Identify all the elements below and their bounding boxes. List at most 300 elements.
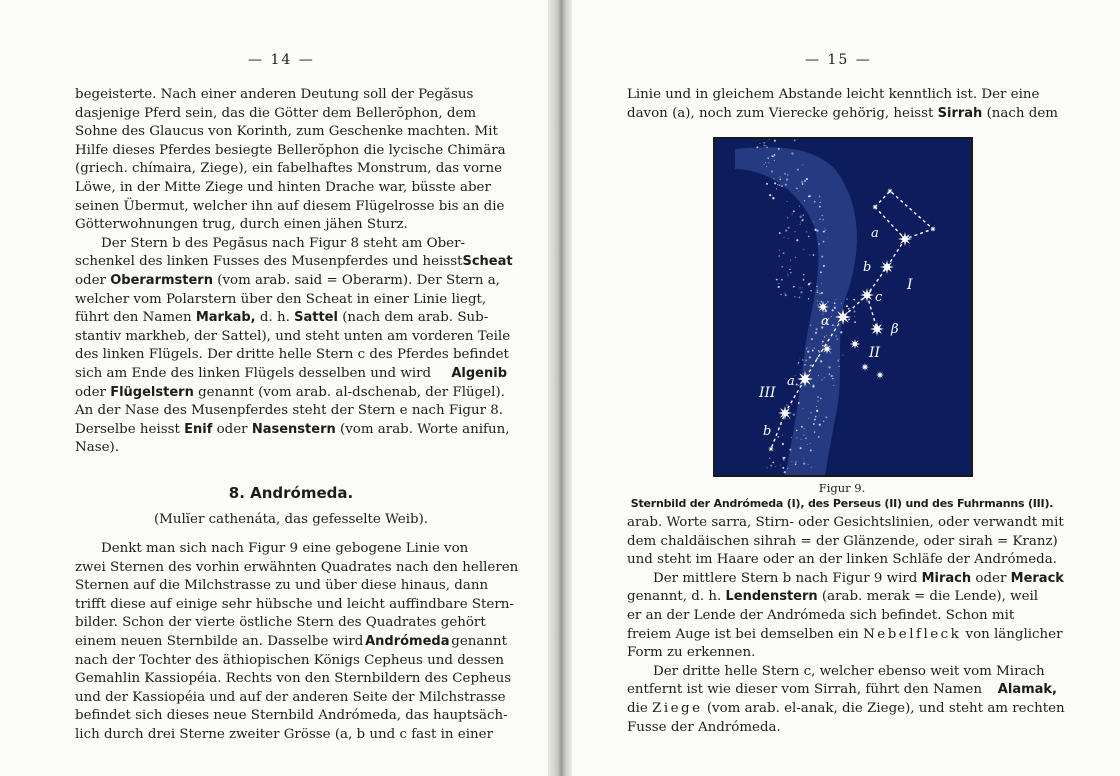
background-star (819, 196, 821, 198)
background-star (779, 184, 781, 186)
background-star (818, 243, 820, 245)
background-star (791, 461, 792, 462)
background-star (829, 373, 831, 375)
background-star (777, 184, 779, 186)
background-star (784, 471, 786, 473)
background-star (789, 449, 791, 451)
background-star (823, 421, 824, 422)
background-star (774, 140, 776, 142)
background-star (825, 416, 827, 418)
paragraph-andromeda (75, 540, 519, 745)
background-star (802, 164, 803, 165)
star-name-scheat: Scheat (462, 254, 513, 270)
star-symbol (861, 363, 869, 371)
term-nebelfleck: Nebelfleck (863, 626, 962, 642)
background-star (809, 356, 811, 358)
background-star (786, 404, 788, 406)
background-star (798, 191, 799, 192)
background-star (800, 222, 801, 223)
letter-alpha: α (821, 314, 830, 329)
background-star (813, 423, 815, 425)
background-star (802, 287, 803, 288)
background-star (785, 294, 787, 296)
background-star (821, 292, 823, 294)
letter-a: a (871, 226, 879, 241)
background-star (841, 303, 842, 304)
background-star (817, 289, 819, 291)
background-star (769, 458, 770, 459)
text-line: Sohne des Glaucus von Korinth, zum Geschenke machten. Mit (75, 124, 498, 140)
background-star (834, 307, 836, 309)
background-star (819, 218, 821, 220)
background-star (777, 436, 779, 438)
background-star (790, 260, 791, 261)
text-line: befindet sich dieses neue Sternbild Andrómeda, das hauptsäch- (75, 708, 508, 724)
background-star (798, 385, 799, 386)
text-line: seinen Übermut, welcher ihn auf diesem Flügelrosse bis an die (75, 198, 505, 214)
background-star (817, 304, 818, 305)
background-star (822, 215, 823, 216)
text-line: (griech. chímaira, Ziege), ein fabelhaftes Monstrum, das vorne (75, 161, 503, 177)
background-star (804, 180, 806, 182)
star-symbol (835, 309, 851, 325)
background-star (822, 341, 824, 343)
background-star (766, 166, 767, 167)
background-star (806, 231, 807, 232)
background-star (785, 230, 787, 232)
background-star (776, 279, 778, 281)
star-name-oberarmstern: Oberarmstern (110, 272, 213, 288)
text-line: und der Kassiopéia und auf der anderen Seite der Milchstrasse (75, 689, 506, 705)
star-name-alamak: Alamak, (997, 682, 1057, 698)
text-line: er an der Lende der Andrómeda sich befindet. Schon mit (627, 607, 1015, 623)
background-star (767, 157, 769, 159)
background-star (832, 324, 834, 326)
section-heading: 8. Andrómeda. (228, 484, 354, 502)
text-line: Sternen auf die Milchstrasse zu und über diese hinaus, dann (75, 578, 489, 594)
background-star (854, 316, 855, 317)
text-line: Der dritte helle Stern c, welcher ebenso weit vom Mirach (653, 663, 1045, 679)
background-star (784, 457, 786, 459)
background-star (779, 250, 780, 251)
background-star (823, 219, 824, 220)
background-star (774, 182, 776, 184)
background-star (791, 437, 792, 438)
letter-b-lower: b (763, 424, 772, 439)
background-star (790, 272, 792, 274)
background-star (814, 431, 815, 432)
background-star (836, 338, 838, 340)
text-line: oder Flügelstern genannt (vom arab. al-dschenab, der Flügel). (75, 384, 505, 400)
constellation-name-andromeda: Andrómeda (365, 633, 450, 649)
background-star (839, 366, 840, 367)
background-star (774, 154, 776, 156)
background-star (784, 237, 785, 238)
background-star (817, 396, 819, 398)
background-star (775, 466, 776, 467)
left-page (0, 0, 548, 776)
star-name-merack: Merack (1010, 570, 1064, 586)
star-name-nasenstern: Nasenstern (251, 421, 336, 437)
background-star (797, 169, 799, 171)
text-line: Löwe, in der Mitte Ziege und hinten Drache war, büsste aber (75, 179, 491, 195)
background-star (821, 301, 823, 303)
background-star (791, 404, 792, 405)
background-star (795, 257, 796, 258)
text-line: Linie und in gleichem Abstande leicht kenntlich ist. Der eine (627, 87, 1040, 102)
background-star (772, 195, 773, 196)
background-star (774, 160, 775, 161)
text-line: des linken Flügels. Der dritte helle Stern c des Pferdes befindet (75, 347, 509, 363)
background-star (848, 308, 850, 310)
background-star (794, 231, 795, 232)
text-line: Hilfe dieses Pferdes besiegte Bellerŏphon die lycische Chimära (75, 142, 506, 158)
paragraph-sirrah (627, 86, 1057, 123)
background-star (810, 412, 812, 414)
star-chart-figure (713, 137, 973, 477)
background-star (816, 286, 818, 288)
star-name-mirach: Mirach (921, 570, 972, 586)
star-symbol (876, 371, 884, 379)
background-star (781, 279, 783, 281)
numeral-perseus: II (869, 345, 881, 361)
text-line: sich am Ende des linken Flügels desselben und wird Algenib (75, 365, 507, 384)
background-star (827, 237, 828, 238)
numeral-andromeda: I (907, 277, 913, 293)
star-symbol (822, 344, 832, 354)
background-star (768, 162, 769, 163)
background-star (800, 287, 801, 288)
background-star (771, 170, 773, 172)
background-star (801, 439, 802, 440)
background-star (806, 348, 807, 349)
background-star (783, 252, 785, 254)
background-star (801, 181, 803, 183)
background-star (816, 230, 818, 232)
background-star (772, 462, 774, 464)
letter-beta: β (891, 322, 899, 337)
background-star (784, 173, 786, 175)
background-star (756, 146, 758, 148)
right-page (572, 0, 1120, 776)
background-star (809, 347, 810, 348)
background-star (805, 438, 806, 439)
background-star (763, 164, 764, 165)
background-star (834, 302, 836, 304)
background-star (787, 274, 788, 275)
background-star (798, 363, 799, 364)
background-star (853, 310, 855, 312)
background-star (769, 194, 771, 196)
background-star (803, 462, 805, 464)
background-star (804, 364, 806, 366)
page-number: — 15 — (805, 52, 872, 68)
background-star (808, 195, 810, 197)
background-star (834, 326, 835, 327)
background-star (808, 236, 810, 238)
text-line: dasjenige Pferd sein, das die Götter dem Bellerŏphon, dem (75, 105, 477, 121)
background-star (808, 418, 809, 419)
text-line: zwei Sternen des vorhin erwähnten Quadrates nach den helleren (75, 559, 519, 575)
background-star (831, 375, 833, 377)
background-star (803, 274, 804, 275)
background-star (810, 325, 811, 326)
book-gutter (548, 0, 572, 776)
background-star (801, 426, 803, 428)
background-star (765, 145, 766, 146)
background-star (766, 146, 768, 148)
background-star (785, 184, 787, 186)
background-star (807, 444, 808, 445)
background-star (840, 331, 842, 333)
background-star (779, 255, 780, 256)
background-star (818, 375, 819, 376)
background-star (820, 360, 822, 362)
background-star (806, 178, 808, 180)
background-star (846, 298, 848, 300)
background-star (849, 319, 850, 320)
text-line: arab. Worte sarra, Stirn- oder Gesichtslinien, oder verwandt mit (627, 515, 1064, 530)
background-star (809, 254, 810, 255)
background-star (817, 291, 819, 293)
background-star (814, 419, 816, 421)
background-star (842, 355, 843, 356)
background-star (816, 410, 818, 412)
text-line: dem chaldäischen sihrah = der Glänzende, oder sirah = Kranz) (627, 533, 1058, 549)
background-star (836, 299, 837, 300)
background-star (788, 238, 789, 239)
background-star (803, 249, 804, 250)
text-line: Fusse der Andrómeda. (627, 719, 781, 735)
term-ziege: Ziege (652, 700, 703, 716)
star-name-lendenstern: Lendenstern (725, 589, 818, 605)
background-star (811, 338, 813, 340)
background-star (763, 145, 765, 147)
paragraph-mirach-alamak (627, 514, 1065, 737)
figure-caption: Sternbild der Andrómeda (I), des Perseus (II) und des Fuhrmanns (III). (630, 497, 1054, 510)
text-line: lich durch drei Sterne zweiter Grösse (a, b und c fast in einer (75, 726, 493, 742)
background-star (810, 443, 811, 444)
background-star (821, 283, 822, 284)
background-star (821, 344, 822, 345)
background-star (795, 461, 796, 462)
background-star (800, 216, 802, 218)
background-star (781, 266, 783, 268)
background-star (818, 401, 819, 402)
background-star (796, 187, 798, 189)
text-line: Nase). (75, 440, 119, 456)
background-star (808, 298, 809, 299)
background-star (853, 299, 855, 301)
star-name-enif: Enif (184, 421, 213, 437)
background-star (810, 364, 812, 366)
background-star (823, 231, 825, 233)
text-line: An der Nase des Musenpferdes steht der Stern e nach Figur 8. (75, 403, 504, 419)
background-star (782, 467, 784, 469)
background-star (785, 293, 786, 294)
background-star (821, 256, 823, 258)
background-star (802, 183, 804, 185)
text-line: schenkel des linken Fusses des Musenpferdes und heisst Scheat (75, 253, 507, 272)
background-star (813, 222, 814, 223)
background-star (818, 436, 819, 437)
background-star (819, 424, 821, 426)
background-star (798, 362, 800, 364)
background-star (767, 467, 768, 468)
background-star (782, 435, 783, 436)
background-star (795, 463, 797, 465)
background-star (759, 143, 760, 144)
section-subheading: (Mulĭer cathenáta, das gefesselte Weib). (153, 512, 429, 527)
text-line: genannt, d. h. Lendenstern (arab. merak = die Lende), weil (627, 589, 1039, 605)
background-star (818, 351, 820, 353)
background-star (824, 228, 825, 229)
figure-label: Figur 9. (818, 481, 866, 495)
letter-b: b (863, 260, 872, 275)
background-star (783, 459, 785, 461)
text-line: die Ziege (vom arab. el-anak, die Ziege), und steht am rechten (627, 700, 1065, 716)
background-star (810, 449, 812, 451)
text-line: nach der Tochter des äthiopischen Königs Cepheus und dessen (75, 652, 505, 668)
background-star (828, 366, 830, 368)
background-star (803, 408, 804, 409)
text-line: entfernt ist wie dieser vom Sirrah, führt den Namen Alamak, (627, 681, 1057, 700)
background-star (811, 467, 812, 468)
background-star (812, 385, 814, 387)
background-star (813, 347, 815, 349)
background-star (794, 296, 795, 297)
background-star (766, 183, 768, 185)
star-symbol (850, 339, 860, 349)
star-name-algenib: Algenib (451, 365, 507, 381)
background-star (802, 219, 804, 221)
background-star (802, 359, 804, 361)
text-line: welcher vom Polarstern über den Scheat in einer Linie liegt, (75, 291, 487, 307)
background-star (838, 359, 839, 360)
background-star (765, 162, 766, 163)
background-star (787, 201, 788, 202)
background-star (833, 385, 834, 386)
background-star (796, 437, 797, 438)
background-star (810, 290, 811, 291)
background-star (808, 464, 809, 465)
background-star (788, 227, 790, 229)
background-star (787, 468, 788, 469)
letter-a-lower: a (787, 374, 795, 389)
star-name-sirrah: Sirrah (937, 105, 983, 121)
background-star (796, 383, 798, 385)
text-line: Denkt man sich nach Figur 9 eine gebogene Linie von (101, 541, 469, 556)
background-star (835, 335, 837, 337)
background-star (794, 139, 796, 141)
text-line: begeisterte. Nach einer anderen Deutung soll der Pegăsus (75, 87, 474, 102)
background-star (787, 217, 788, 218)
background-star (780, 465, 781, 466)
text-line: führt den Namen Markab, d. h. Sattel (nach dem arab. Sub- (75, 310, 489, 326)
background-star (776, 188, 777, 189)
background-star (778, 148, 780, 150)
letter-c: c (875, 290, 883, 305)
background-star (796, 430, 797, 431)
background-star (832, 378, 833, 379)
background-star (793, 286, 795, 288)
text-line: Der Stern b des Pegăsus nach Figur 8 steht am Ober- (101, 235, 466, 251)
text-line: Götterwohnungen trug, durch einen jähen Sturz. (75, 217, 408, 233)
background-star (803, 434, 804, 435)
star-symbol (797, 371, 813, 387)
text-line: Derselbe heisst Enif oder Nasenstern (vom arab. Worte anifun, (75, 421, 510, 437)
background-star (800, 447, 802, 449)
text-line: trifft diese auf einige sehr hübsche und leicht auffindbare Stern- (75, 596, 514, 612)
background-star (796, 239, 798, 241)
background-star (778, 283, 779, 284)
text-line: Der mittlere Stern b nach Figur 9 wird Mirach oder Merack (653, 570, 1064, 586)
page-number: — 14 — (248, 52, 315, 68)
background-star (821, 379, 822, 380)
background-star (823, 241, 825, 243)
text-line: davon (a), noch zum Vierecke gehörig, heisst Sirrah (nach dem (627, 105, 1058, 121)
background-star (798, 402, 800, 404)
background-star (782, 443, 784, 445)
background-star (813, 254, 815, 256)
text-line: einem neuen Sternbilde an. Dasselbe wird Andrómeda genannt (75, 633, 507, 652)
text-line: bilder. Schon der vierte östliche Stern des Quadrates gehört (75, 615, 486, 631)
background-star (820, 271, 822, 273)
background-star (815, 416, 817, 418)
background-star (826, 335, 827, 336)
background-star (831, 316, 832, 317)
background-star (805, 359, 807, 361)
background-star (770, 465, 772, 467)
background-star (791, 152, 793, 154)
text-line: oder Oberarmstern (vom arab. said = Oberarm). Der Stern a, (75, 272, 500, 288)
text-line: stantiv markheb, der Sattel), und steht unten am vorderen Teile (75, 328, 511, 344)
background-star (779, 179, 780, 180)
background-star (824, 336, 825, 337)
background-star (824, 377, 825, 378)
background-star (789, 269, 790, 270)
star-name-markab: Markab, (195, 310, 256, 326)
text-line: und steht im Haare oder an der linken Schläfe der Andrómeda. (627, 552, 1057, 568)
background-star (793, 413, 795, 415)
background-star (812, 349, 814, 351)
background-star (846, 305, 848, 307)
background-star (802, 214, 804, 216)
numeral-auriga: III (759, 385, 776, 401)
background-star (787, 174, 788, 175)
background-star (773, 178, 774, 179)
background-star (780, 176, 781, 177)
background-star (803, 279, 804, 280)
text-line: Gemahlin Kassiopéia. Rechts von den Sternbildern des Cepheus (75, 671, 512, 687)
text-line: Form zu erkennen. (627, 645, 756, 661)
background-star (800, 224, 801, 225)
text-line: freiem Auge ist bei demselben ein Nebelfleck von länglicher (627, 626, 1063, 642)
background-star (827, 301, 828, 302)
background-star (792, 213, 793, 214)
background-star (830, 352, 831, 353)
background-star (854, 321, 856, 323)
background-star (763, 142, 765, 144)
background-star (800, 291, 802, 293)
star-name-sattel: Sattel (294, 310, 338, 326)
background-star (804, 200, 805, 201)
background-star (815, 332, 817, 334)
background-star (816, 406, 817, 407)
background-star (803, 458, 804, 459)
background-star (816, 357, 818, 359)
background-star (822, 345, 824, 347)
